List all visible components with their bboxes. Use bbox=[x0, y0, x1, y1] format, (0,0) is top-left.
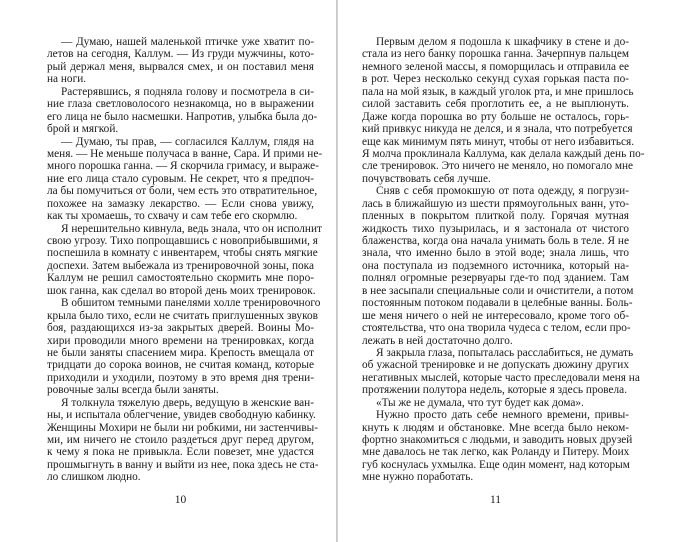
text-line: губ коснулась ухмылка. Еще один момент, над которым bbox=[362, 458, 630, 471]
text-line: Женщины Мохири не были ни робкими, ни застенчивы- bbox=[47, 421, 319, 434]
text-line: почувствовать себя лучше. bbox=[362, 172, 491, 185]
text-line: хири проводили много времени на тренировках, когда bbox=[47, 334, 314, 347]
text-line: не были заняты спасением мира. Крепость вмещала от bbox=[47, 346, 314, 359]
text-line: летов на сегодня, Каллум. — Из груди мужчины, кото- bbox=[47, 48, 314, 61]
text-line: ми, им ничего не стоило раздеться друг перед другом, bbox=[47, 434, 314, 446]
paragraph bbox=[362, 409, 633, 484]
text-line: лась в ближайшую из шести прямоугольных ванн, уто- bbox=[362, 197, 629, 210]
paragraph bbox=[47, 135, 323, 223]
text-line: Сняв с себя промокшую от пота одежду, я погрузи- bbox=[376, 185, 629, 198]
text-line: стала из него банку порошка ганна. Зачерпнув пальцем bbox=[362, 48, 629, 61]
book-gutter bbox=[336, 0, 338, 542]
text-line: рый держал меня, вырвался смех, и он поставил меня bbox=[47, 60, 314, 73]
text-line: знала, что именно было в этой воде; знала лишь, что bbox=[362, 247, 629, 260]
text-line: блаженства, когда она начала унимать боль в теле. Я не bbox=[362, 235, 629, 247]
text-line: негативных мыслей, которые часто преследовали меня на bbox=[362, 371, 640, 384]
text-line: кнуть к людям и обстановке. Мне всегда было неком- bbox=[362, 421, 629, 434]
text-line: на ноги. bbox=[47, 73, 87, 86]
text-line: меня. — Не меньше получаса в ванне, Сара. И прими не- bbox=[47, 147, 323, 160]
paragraph bbox=[362, 185, 634, 347]
text-line: тридцати до сорока воинов, не считая команд, которые bbox=[47, 359, 314, 372]
text-line: много порошка ганна. — Я скорчила гримасу, и выраже- bbox=[47, 160, 319, 173]
text-line: пала на мой язык, в каждый уголок рта, и мне пришлось bbox=[362, 85, 634, 98]
text-line: похожее на замазку лекарство. — Если снова увижу, bbox=[47, 197, 314, 210]
text-line: Даже когда порошка во рту больше не осталось, горь- bbox=[362, 110, 629, 123]
text-line: в нее засыпали специальные соли и очистители, а потом bbox=[362, 284, 634, 297]
text-line: немного зеленой массы, я поморщилась и отправила ее bbox=[362, 60, 629, 73]
paragraph bbox=[362, 397, 629, 409]
text-line: доспехи. Затем выбежала из тренировочной зоны, пока bbox=[47, 259, 314, 272]
text-line: боя, раздающихся из-за закрытых дверей. Воины Мо- bbox=[47, 322, 314, 335]
text-line: поспешила в комнату с инвентарем, чтобы снять мягкие bbox=[47, 247, 318, 260]
text-line: еще как минимум пять минут, чтобы от него избавиться. bbox=[362, 135, 635, 148]
text-line: ние глаза светловолосого незнакомца, но в выражении bbox=[47, 98, 314, 111]
page-number-right: 11 bbox=[489, 494, 502, 506]
text-line: ше меня ничего о ней не интересовало, кроме того об- bbox=[362, 309, 629, 322]
text-line: кий привкус никуда не делся, и я знала, что потребуется bbox=[362, 123, 633, 136]
text-line: сле тренировок. Это ничего не меняло, но помогало мне bbox=[362, 160, 634, 173]
text-line: шок ганна, как сделал во второй день моих тренировок. bbox=[47, 284, 316, 297]
text-line: ла бы помучиться от боли, чем есть это отвратительное, bbox=[47, 185, 318, 198]
text-line: пленных в покрытом плиткой полу. Горячая мутная bbox=[362, 210, 629, 223]
text-line: протяжении полутора недель, которые я здесь провела. bbox=[362, 384, 628, 397]
text-line: как ты хромаешь, то схвачу и сам тебе его скормлю. bbox=[47, 210, 298, 223]
text-line: приходили и уходили, поэтому в это время дня трени- bbox=[47, 371, 314, 384]
paragraph bbox=[47, 36, 314, 86]
text-line: Я нерешительно кивнула, ведь знала, что он исполнит bbox=[61, 222, 322, 235]
text-line: крыла было тихо, если не считать приглушенных звуков bbox=[47, 309, 318, 322]
text-line: В обшитом темными панелями холле тренировочного bbox=[61, 297, 321, 310]
page-number-left: 10 bbox=[174, 494, 187, 506]
text-line: постоянным потоком подавали в целебные ванны. Боль- bbox=[362, 297, 633, 310]
text-line: Нужно просто дать себе немного времени, привы- bbox=[376, 409, 629, 422]
text-line: прошмыгнуть в ванну и выйти из нее, пока здесь не ста- bbox=[47, 458, 319, 471]
text-line: брой и мягкой. bbox=[47, 123, 119, 136]
text-line: об ужасной тренировке и не допускать дюжину других bbox=[362, 359, 629, 372]
left-page-text bbox=[47, 36, 323, 484]
text-line: — Думаю, ты прав, — согласился Каллум, глядя на bbox=[61, 135, 314, 148]
paragraph bbox=[47, 396, 319, 484]
text-line: мне давалось не так легко, как Роланду и Питеру. Моих bbox=[362, 446, 630, 459]
text-line: фортно знакомиться с людьми, и заводить новых друзей bbox=[362, 434, 633, 446]
text-line: ровочные залы всегда были заняты. bbox=[47, 384, 219, 397]
text-line: полнял огромные резервуары где-то под зданием. Там bbox=[362, 272, 629, 285]
text-line: Растерявшись, я подняла голову и посмотрела в си- bbox=[61, 85, 314, 98]
text-line: лежать в ней достаточно долго. bbox=[362, 334, 513, 347]
paragraph bbox=[47, 297, 321, 397]
text-line: ние его лица стало суровым. Не секрет, что я предпоч- bbox=[47, 172, 314, 185]
text-line: его лица не было насмешки. Напротив, улыбка была до- bbox=[47, 110, 318, 123]
text-line: свою угрозу. Тихо попрощавшись с новоприбывшими, я bbox=[47, 235, 318, 247]
text-line: ны, и испытала облегчение, увидев свободную кабинку. bbox=[47, 409, 316, 422]
text-line: жидкость тихо пузырилась, и я застонала от чистого bbox=[362, 222, 629, 235]
text-line: силой заставить себя проглотить ее, а не выплюнуть. bbox=[362, 98, 629, 111]
text-line: в рот. Через несколько секунд сухая горькая паста по- bbox=[362, 73, 629, 86]
text-line: она поступала из подземного источника, который на- bbox=[362, 259, 629, 272]
paragraph bbox=[362, 346, 640, 397]
text-line: Я толкнула тяжелую дверь, ведущую в женские ван- bbox=[61, 396, 314, 409]
text-line: Я закрыла глаза, попыталась расслабиться, не думать bbox=[376, 346, 634, 359]
text-line: к чему я пока не привыкла. Если повезет, мне удастся bbox=[47, 446, 314, 459]
text-line: ло слишком людно. bbox=[47, 471, 141, 484]
paragraph bbox=[47, 85, 318, 136]
text-line: — Думаю, нашей маленькой птичке уже хватит по- bbox=[61, 36, 314, 48]
text-line: Первым делом я подошла к шкафчику в стене и до- bbox=[376, 36, 629, 48]
text-line: мне нужно поработать. bbox=[362, 471, 474, 484]
text-line: Я молча проклинала Каллума, как делала каждый день по- bbox=[362, 147, 645, 160]
text-line: Каллум не решил самостоятельно скормить мне поро- bbox=[47, 272, 314, 285]
paragraph bbox=[362, 36, 645, 185]
paragraph bbox=[47, 222, 322, 298]
text-line: «Ты же не думала, что тут будет как дома». bbox=[376, 396, 584, 409]
right-page-text bbox=[362, 36, 645, 484]
text-line: стоятельства, что она творила чудеса с телом, если про- bbox=[362, 322, 631, 335]
